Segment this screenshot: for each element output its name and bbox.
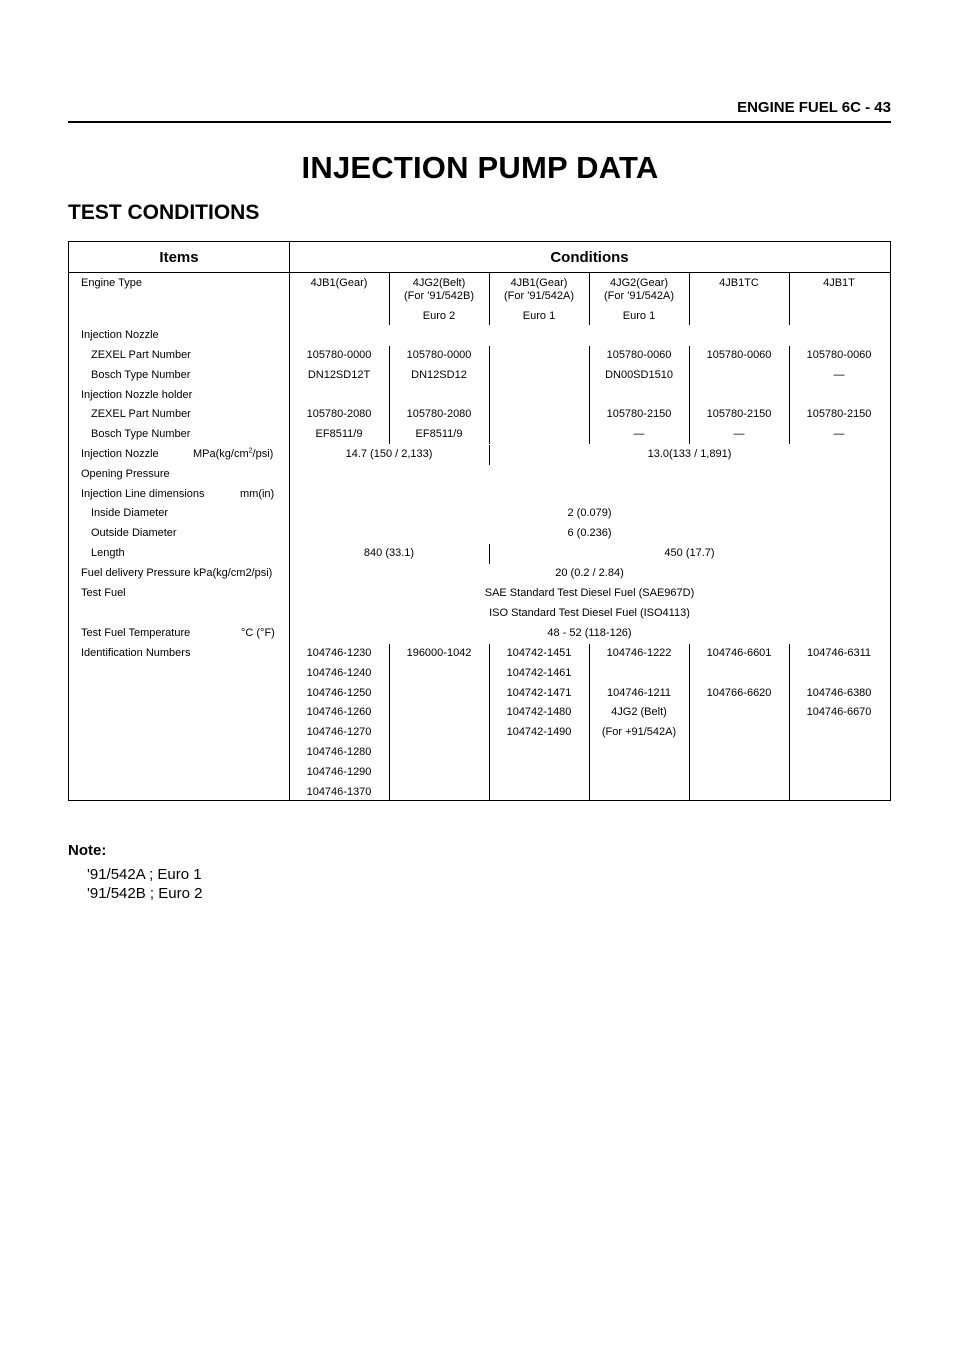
bosch-type-number-value: — [833,369,845,381]
engine-euro-rating: Euro 2 [422,310,456,322]
bosch-type-number-value: DN12SD12 [411,369,467,381]
label-holder-zexel-part-number: ZEXEL Part Number [91,408,191,420]
holder-zexel-part-number-value: 105780-2150 [606,408,672,420]
label-nozzle-holder: Injection Nozzle holder [81,389,193,401]
page-header: ENGINE FUEL 6C - 43 [737,99,891,116]
identification-number: 104746-1280 [306,746,372,758]
label-engine-type: Engine Type [81,277,142,289]
test-conditions-table [68,241,891,801]
note-line: '91/542A ; Euro 1 [87,866,202,883]
bosch-type-number-value: DN00SD1510 [605,369,673,381]
zexel-part-number-value: 105780-0060 [706,349,772,361]
engine-type-name: 4JB1(Gear) [310,277,368,289]
table-divider-vertical [489,445,490,465]
identification-number: 104746-1222 [606,647,672,659]
identification-number: 104742-1490 [506,726,572,739]
test-fuel-value-iso: ISO Standard Test Diesel Fuel (ISO4113) [489,607,690,619]
identification-number: 104742-1480 [506,706,572,719]
label-holder-bosch-type-number: Bosch Type Number [91,428,191,440]
label-outside-diameter: Outside Diameter [91,527,177,539]
nozzle-pressure-unit-text: MPa(kg/cm [193,448,249,460]
page-title: INJECTION PUMP DATA [301,150,659,185]
engine-euro-rating: Euro 1 [522,310,556,322]
nozzle-pressure-unit-superscript: 2 [248,447,253,455]
holder-zexel-part-number-value: 105780-2080 [306,408,372,420]
column-header-items: Items [159,249,199,266]
length-value-group-b: 450 (17.7) [664,547,715,559]
identification-number: 104746-1290 [306,765,372,778]
holder-bosch-type-number-value: — [833,428,845,440]
identification-number: (For +91/542A) [601,726,677,739]
holder-bosch-type-number-value: — [633,428,645,440]
label-bosch-type-number: Bosch Type Number [91,369,191,381]
label-zexel-part-number: ZEXEL Part Number [91,349,191,361]
label-nozzle-pressure-unit [193,447,273,461]
table-divider-vertical [689,644,690,800]
identification-number: 104746-6670 [806,706,872,719]
label-test-fuel-temperature-unit: °C (°F) [241,627,275,639]
zexel-part-number-value: 105780-0060 [606,349,672,361]
engine-type-name: 4JG2(Belt) [412,277,466,289]
outside-diameter-value: 6 (0.236) [567,527,612,539]
zexel-part-number-value: 105780-0000 [406,349,472,361]
inside-diameter-value: 2 (0.079) [567,507,612,519]
identification-number: 104742-1461 [506,666,572,679]
fuel-delivery-pressure-value: 20 (0.2 / 2.84) [555,567,624,579]
nozzle-pressure-value-group-b: 13.0(133 / 1,891) [647,448,732,460]
label-test-fuel-temperature: Test Fuel Temperature [81,627,191,639]
table-divider-horizontal [69,272,890,273]
note-line: '91/542B ; Euro 2 [87,885,203,902]
label-injection-nozzle: Injection Nozzle [81,329,159,341]
identification-number: 104746-1240 [306,666,372,679]
label-fuel-delivery-pressure: Fuel delivery Pressure kPa(kg/cm2/psi) [81,567,273,579]
zexel-part-number-value: 105780-0000 [306,349,372,361]
identification-number: 104746-1230 [306,647,372,659]
zexel-part-number-value: 105780-0060 [806,349,872,361]
identification-number: 104746-1270 [306,726,372,739]
engine-type-subtitle: (For '91/542A) [604,290,674,302]
identification-number: 104746-6601 [706,647,772,659]
engine-type-subtitle: (For '91/542A) [504,290,574,302]
label-nozzle-pressure: Injection Nozzle [81,448,159,460]
section-heading: TEST CONDITIONS [68,201,260,224]
engine-type-name: 4JB1TC [719,277,759,289]
identification-number: 104742-1471 [506,686,572,699]
identification-number: 104746-6311 [806,647,872,659]
nozzle-pressure-unit-end: /psi) [252,448,274,460]
identification-number: 4JG2 (Belt) [611,706,667,719]
identification-number: 104746-6380 [806,686,872,699]
label-line-dimensions: Injection Line dimensions [81,488,205,500]
engine-type-name: 4JG2(Gear) [609,277,669,289]
table-divider-vertical [589,644,590,800]
length-value-group-a: 840 (33.1) [363,547,415,559]
identification-number: 104766-6620 [706,686,772,699]
table-divider-vertical [489,544,490,564]
label-line-dimensions-unit: mm(in) [240,488,275,500]
nozzle-pressure-value-group-a: 14.7 (150 / 2,133) [345,448,433,460]
holder-bosch-type-number-value: EF8511/9 [415,428,463,440]
engine-type-name: 4JB1T [823,277,855,289]
test-fuel-temperature-value: 48 - 52 (118-126) [547,627,632,639]
test-fuel-value-sae: SAE Standard Test Diesel Fuel (SAE967D) [484,587,695,599]
label-inside-diameter: Inside Diameter [91,507,169,519]
table-divider-vertical [789,644,790,800]
identification-number: 104746-1370 [306,785,372,798]
identification-number: 104746-1250 [306,686,372,699]
holder-bosch-type-number-value: — [733,428,745,440]
engine-type-subtitle: (For '91/542B) [404,290,474,302]
holder-bosch-type-number-value: EF8511/9 [315,428,363,440]
note-label: Note: [68,842,107,859]
column-header-conditions: Conditions [550,249,629,266]
table-divider-vertical [389,644,390,800]
header-rule [68,121,891,123]
holder-zexel-part-number-value: 105780-2150 [706,408,772,420]
holder-zexel-part-number-value: 105780-2150 [806,408,872,420]
identification-number: 104742-1451 [506,647,572,659]
identification-number: 104746-1211 [606,686,672,699]
engine-type-name: 4JB1(Gear) [510,277,568,289]
holder-zexel-part-number-value: 105780-2080 [406,408,472,420]
label-identification-numbers: Identification Numbers [81,647,191,659]
engine-euro-rating: Euro 1 [622,310,656,322]
label-length: Length [91,547,125,559]
label-test-fuel: Test Fuel [81,587,126,599]
label-opening-pressure: Opening Pressure [81,468,170,480]
identification-number: 196000-1042 [406,647,472,659]
bosch-type-number-value: DN12SD12T [307,369,371,381]
table-divider-vertical [489,346,490,444]
identification-number: 104746-1260 [306,706,372,719]
